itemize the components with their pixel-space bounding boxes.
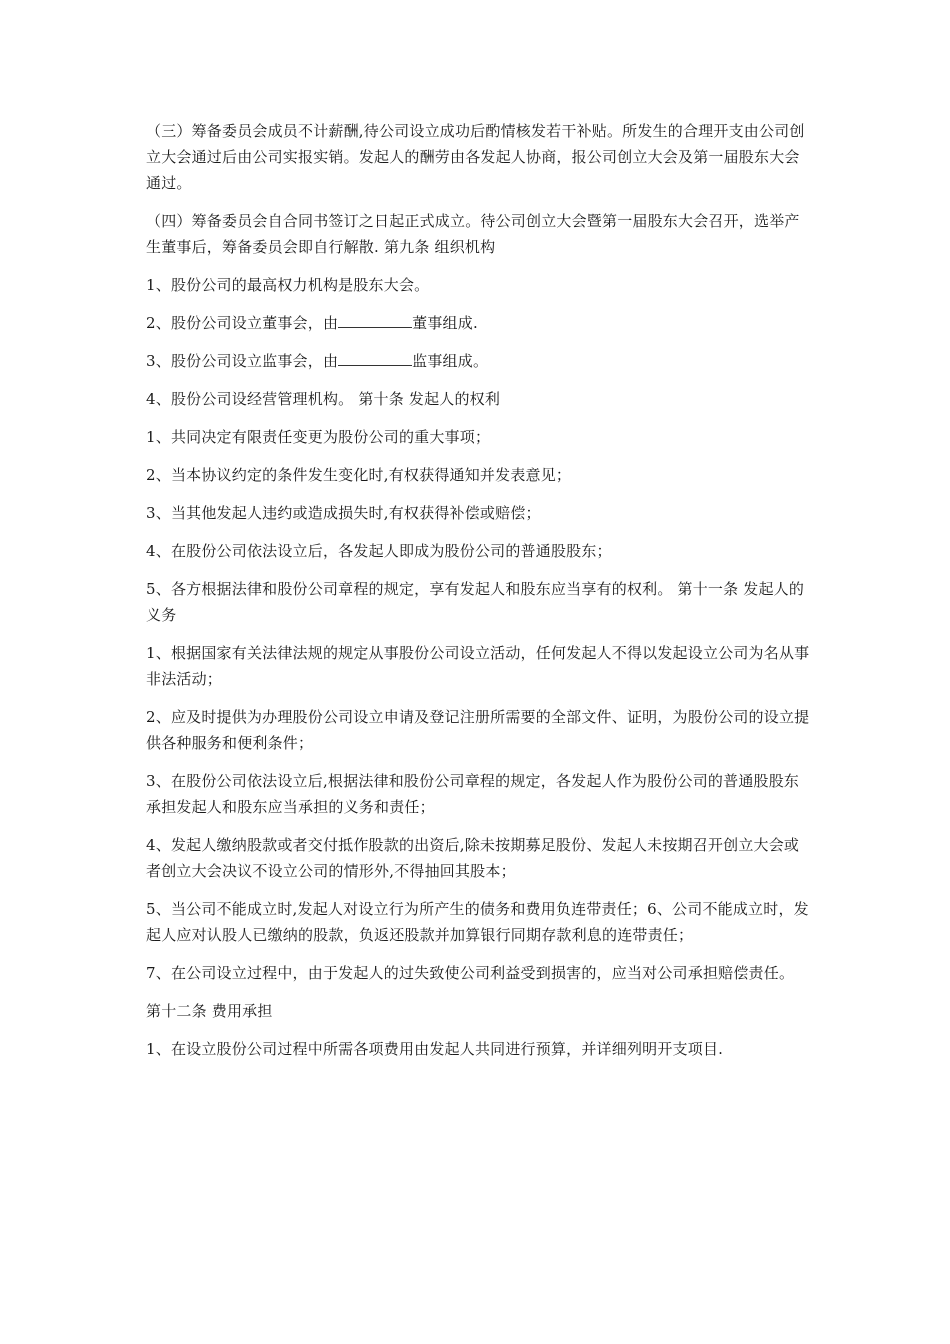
paragraph-org-3 [146, 348, 810, 374]
paragraph-duty-7: 7、在公司设立过程中，由于发起人的过失致使公司利益受到损害的，应当对公司承担赔偿责任。 [146, 964, 795, 982]
supervisor-count-blank [338, 350, 412, 366]
paragraph-right-5: 5、各方根据法律和股份公司章程的规定，享有发起人和股东应当享有的权利。 第十一条 发起人的义务 [146, 580, 805, 624]
paragraph-org-2 [146, 310, 810, 336]
paragraph-org-4: 4、股份公司设经营管理机构。 第十条 发起人的权利 [146, 390, 501, 408]
paragraph-duty-5-6: 5、当公司不能成立时,发起人对设立行为所产生的债务和费用负连带责任；6、公司不能成立时，发起人应对认股人已缴纳的股款，负返还股款并加算银行同期存款利息的连带责任； [146, 900, 809, 944]
paragraph-prep-committee-pay: （三）筹备委员会成员不计薪酬,待公司设立成功后酌情核发若干补贴。所发生的合理开支由公司创立大会通过后由公司实报实销。发起人的酬劳由各发起人协商，报公司创立大会及第一届股东大会通过。 [146, 122, 805, 192]
paragraph-right-3: 3、当其他发起人违约或造成损失时,有权获得补偿或赔偿； [146, 504, 541, 522]
paragraph-costs-1: 1、在设立股份公司过程中所需各项费用由发起人共同进行预算，并详细列明开支项目. [146, 1040, 724, 1058]
paragraph-duty-3: 3、在股份公司依法设立后,根据法律和股份公司章程的规定，各发起人作为股份公司的普通股股东承担发起人和股东应当承担的义务和责任； [146, 772, 800, 816]
paragraph-duty-2: 2、应及时提供为办理股份公司设立申请及登记注册所需要的全部文件、证明，为股份公司的设立提供各种服务和便利条件； [146, 708, 810, 752]
board-line-prefix: 2、股份公司设立董事会，由 [146, 314, 339, 332]
board-count-blank [338, 312, 412, 328]
paragraph-right-4: 4、在股份公司依法设立后，各发起人即成为股份公司的普通股股东； [146, 542, 612, 560]
supervisor-line-prefix: 3、股份公司设立监事会，由 [146, 352, 339, 370]
section-heading-costs: 第十二条 费用承担 [146, 1002, 273, 1020]
paragraph-right-1: 1、共同决定有限责任变更为股份公司的重大事项； [146, 428, 491, 446]
supervisor-line-suffix: 监事组成。 [412, 352, 489, 370]
board-line-suffix: 董事组成. [412, 314, 478, 332]
paragraph-org-1: 1、股份公司的最高权力机构是股东大会。 [146, 276, 430, 294]
paragraph-right-2: 2、当本协议约定的条件发生变化时,有权获得通知并发表意见； [146, 466, 572, 484]
paragraph-duty-4: 4、发起人缴纳股款或者交付抵作股款的出资后,除未按期募足股份、发起人未按期召开创立大会或者创立大会决议不设立公司的情形外,不得抽回其股本； [146, 836, 800, 880]
paragraph-duty-1: 1、根据国家有关法律法规的规定从事股份公司设立活动，任何发起人不得以发起设立公司为名从事非法活动； [146, 644, 810, 688]
document-body [146, 118, 810, 1074]
paragraph-prep-committee-establish: （四）筹备委员会自合同书签订之日起正式成立。待公司创立大会暨第一届股东大会召开，选举产生董事后，筹备委员会即自行解散. 第九条 组织机构 [146, 212, 800, 256]
